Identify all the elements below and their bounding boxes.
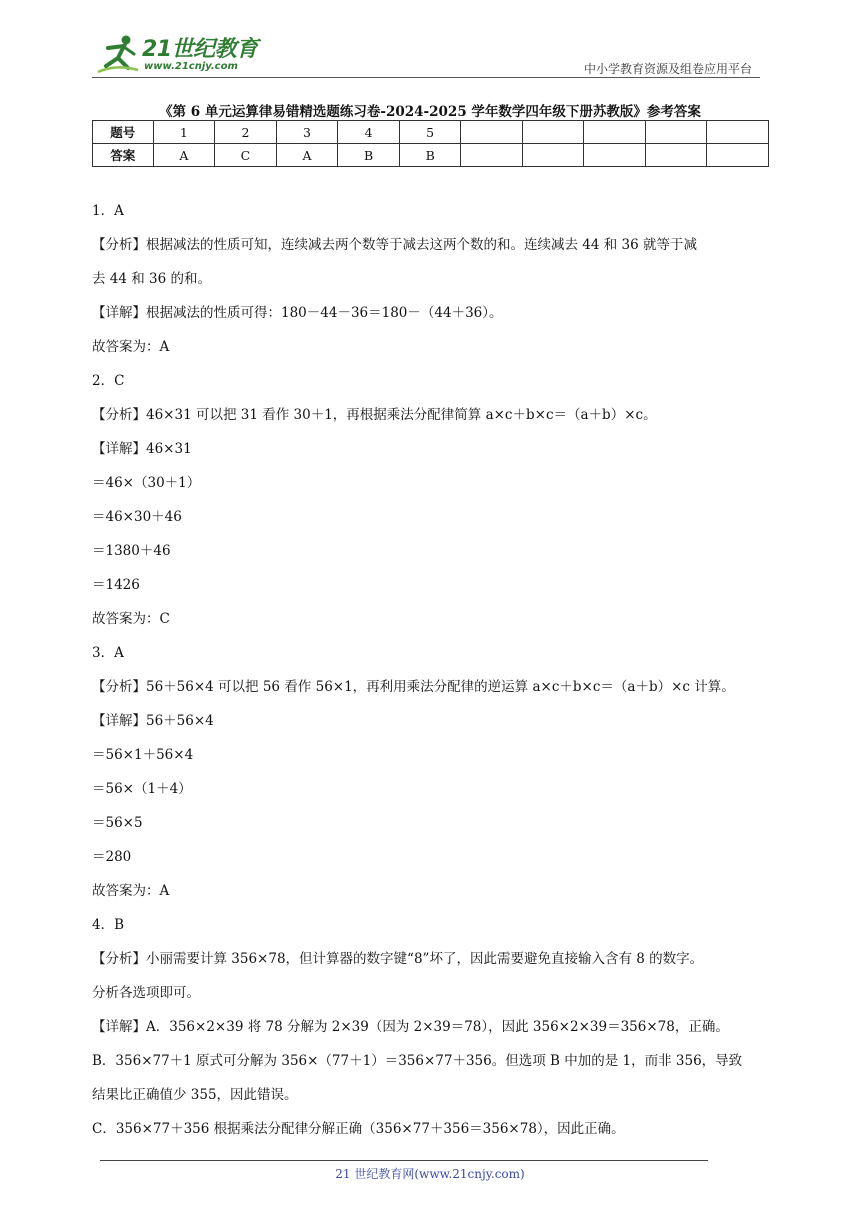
detail-text: 【详解】46×31 <box>92 441 192 457</box>
question-number-cell: 4 <box>338 121 400 144</box>
option-explanation: C．356×77＋356 根据乘法分配律分解正确（356×77＋356＝356×78），因此正确。 <box>92 1121 625 1137</box>
calculation-step: ＝56×1＋56×4 <box>92 747 194 763</box>
question-heading: 1．A <box>92 203 124 219</box>
question-heading: 3．A <box>92 645 124 661</box>
answer-cell: B <box>338 144 400 167</box>
answer-explanations <box>92 194 772 1146</box>
detail-text: 【详解】56＋56×4 <box>92 713 214 729</box>
analysis-text: 分析各选项即可。 <box>92 985 200 1001</box>
question-number-cell: 5 <box>399 121 461 144</box>
conclusion-text: 故答案为：A <box>92 883 170 899</box>
document-title: 《第 6 单元运算律易错精选题练习卷-2024-2025 学年数学四年级下册苏教版》参考答案 <box>159 104 701 120</box>
footer-divider <box>100 1160 708 1161</box>
answer-cell: A <box>276 144 338 167</box>
answer-cell <box>522 144 584 167</box>
question-number-cell <box>461 121 523 144</box>
detail-text: 【详解】根据减法的性质可得：180－44－36＝180－（44＋36）。 <box>92 305 503 321</box>
page-header <box>92 30 760 78</box>
answer-table <box>92 120 769 167</box>
analysis-text: 去 44 和 36 的和。 <box>92 271 212 287</box>
calculation-step: ＝1380＋46 <box>92 543 171 559</box>
logo-text: 21世纪教育 <box>142 37 258 62</box>
question-number-row <box>93 121 769 144</box>
page-footer: 21 世纪教育网(www.21cnjy.com) <box>335 1167 525 1181</box>
logo-url: www.21cnjy.com <box>144 61 238 72</box>
question-heading: 2．C <box>92 373 125 389</box>
answer-cell: C <box>215 144 277 167</box>
answer-cell: B <box>399 144 461 167</box>
row-label-answer: 答案 <box>93 144 154 167</box>
calculation-step: ＝56×（1＋4） <box>92 781 192 797</box>
analysis-text: 【分析】46×31 可以把 31 看作 30＋1，再根据乘法分配律简算 a×c＋b×c＝（a＋b）×c。 <box>92 407 657 423</box>
answer-cell <box>461 144 523 167</box>
analysis-text: 【分析】小丽需要计算 356×78，但计算器的数字键“8”坏了，因此需要避免直接输入含有 8 的数字。 <box>92 951 704 967</box>
question-heading: 4．B <box>92 917 125 933</box>
answer-cell: A <box>153 144 215 167</box>
header-divider <box>92 77 760 78</box>
answer-cell <box>707 144 769 167</box>
calculation-step: ＝46×30＋46 <box>92 509 182 525</box>
row-label-question: 题号 <box>93 121 154 144</box>
option-explanation: 结果比正确值少 355，因此错误。 <box>92 1087 298 1103</box>
question-number-cell: 2 <box>215 121 277 144</box>
analysis-text: 【分析】根据减法的性质可知，连续减去两个数等于减去这两个数的和。连续减去 44 和 36 就等于减 <box>92 237 698 253</box>
answer-cell <box>645 144 707 167</box>
question-number-cell: 1 <box>153 121 215 144</box>
conclusion-text: 故答案为：C <box>92 611 170 627</box>
answer-cell <box>584 144 646 167</box>
detail-text: 【详解】A．356×2×39 将 78 分解为 2×39（因为 2×39＝78），因此 356×2×39＝356×78，正确。 <box>92 1019 729 1035</box>
calculation-step: ＝280 <box>92 849 132 865</box>
calculation-step: ＝46×（30＋1） <box>92 475 201 491</box>
runner-logo-icon <box>96 34 140 74</box>
calculation-step: ＝1426 <box>92 577 140 593</box>
site-logo <box>92 30 262 78</box>
platform-label: 中小学教育资源及组卷应用平台 <box>583 62 752 76</box>
conclusion-text: 故答案为：A <box>92 339 170 355</box>
calculation-step: ＝56×5 <box>92 815 143 831</box>
question-number-cell <box>522 121 584 144</box>
question-number-cell: 3 <box>276 121 338 144</box>
question-number-cell <box>584 121 646 144</box>
option-explanation: B．356×77＋1 原式可分解为 356×（77＋1）＝356×77＋356。但选项 B 中加的是 1，而非 356，导致 <box>92 1053 743 1069</box>
analysis-text: 【分析】56＋56×4 可以把 56 看作 56×1，再利用乘法分配律的逆运算 a×c＋b×c＝（a＋b）×c 计算。 <box>92 679 735 695</box>
answer-row <box>93 144 769 167</box>
question-number-cell <box>645 121 707 144</box>
question-number-cell <box>707 121 769 144</box>
